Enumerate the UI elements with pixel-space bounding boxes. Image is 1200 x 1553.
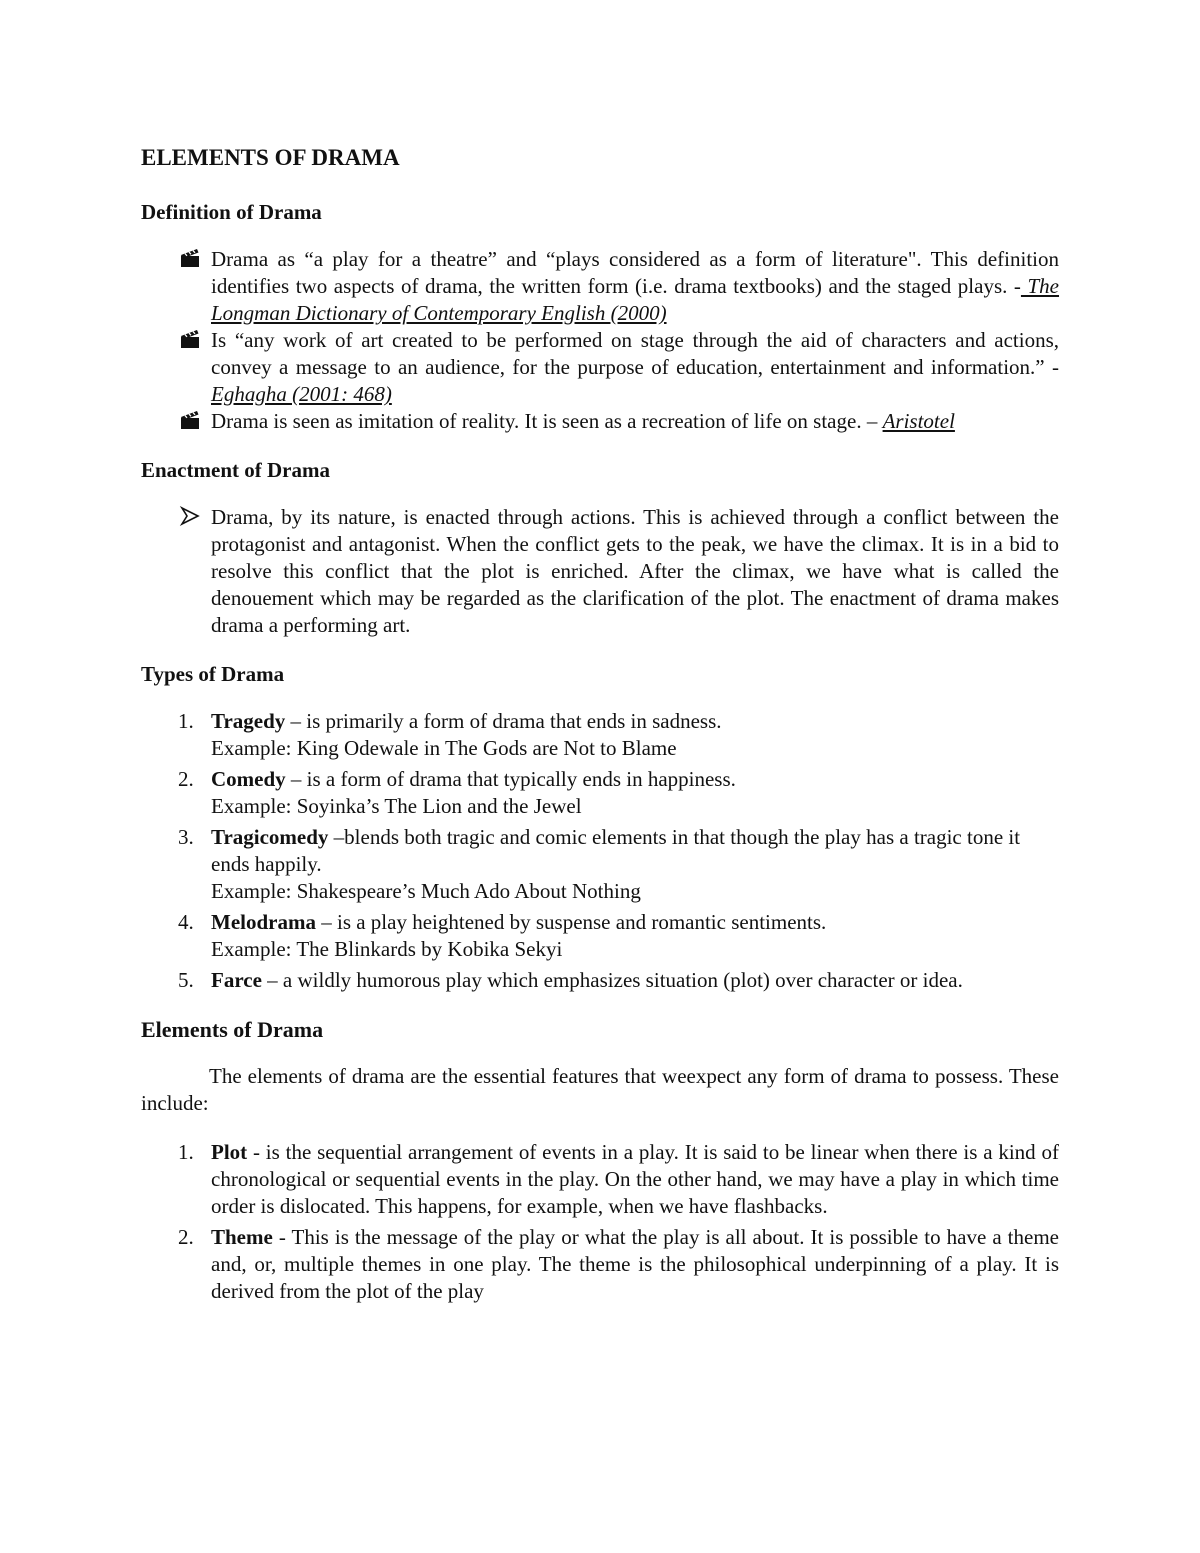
element-description: This is the message of the play or what the play is all about. It is possible to have a theme and, or, multiple themes in one play. The theme is the philosophical underpinning of a play. It is derived from the plot of the play	[211, 1225, 1059, 1303]
list-item	[141, 408, 1059, 435]
list-item	[141, 1224, 1059, 1305]
definition-text: Is “any work of art created to be performed on stage through the aid of characters and actions, convey a message to an audience, for the purpose of education, entertainment and information.” -	[211, 328, 1059, 379]
definition-citation: The Longman Dictionary of Contemporary English (2000)	[211, 274, 1060, 325]
type-description: is primarily a form of drama that ends in sadness.	[306, 709, 722, 733]
list-item	[141, 909, 1059, 963]
term-separator: –	[261, 968, 283, 992]
list-item	[141, 1139, 1059, 1220]
term-separator: -	[272, 1225, 292, 1249]
type-description: a wildly humorous play which emphasizes situation (plot) over character or idea.	[282, 968, 963, 992]
enactment-heading: Enactment of Drama	[141, 458, 330, 482]
item-number: 2.	[178, 1225, 194, 1249]
definition-citation: Eghagha (2001: 468)	[211, 382, 392, 406]
list-item	[141, 766, 1059, 820]
element-term: Plot	[211, 1140, 248, 1164]
type-description: is a form of drama that typically ends in happiness.	[306, 767, 736, 791]
page-title: ELEMENTS OF DRAMA	[141, 145, 400, 170]
element-term: Theme	[211, 1225, 273, 1249]
item-number: 3.	[178, 825, 194, 849]
definition-citation: Aristotel	[882, 409, 955, 433]
list-item	[141, 504, 1059, 639]
arrowhead-icon	[179, 505, 201, 527]
type-description: blends both tragic and comic elements in that though the play has a tragic tone it ends happily.	[211, 825, 1021, 876]
elements-intro: The elements of drama are the essential features that weexpect any form of drama to possess. These include:	[141, 1064, 1059, 1115]
term-separator: -	[247, 1140, 266, 1164]
item-number: 4.	[178, 910, 194, 934]
clapperboard-icon	[179, 247, 201, 269]
elements-heading: Elements of Drama	[141, 1017, 324, 1042]
definition-list	[141, 246, 1059, 435]
type-term: Farce	[211, 968, 262, 992]
item-number: 1.	[178, 1140, 194, 1164]
type-term: Tragicomedy	[211, 825, 329, 849]
list-item	[141, 708, 1059, 762]
document-content	[141, 143, 1059, 1327]
list-item	[141, 327, 1059, 408]
list-item	[141, 246, 1059, 327]
list-item	[141, 967, 1059, 994]
item-number: 5.	[178, 968, 194, 992]
term-separator: –	[328, 825, 345, 849]
type-term: Tragedy	[211, 709, 286, 733]
item-number: 2.	[178, 767, 194, 791]
type-term: Comedy	[211, 767, 286, 791]
elements-list	[141, 1139, 1059, 1305]
definition-text: Drama is seen as imitation of reality. It is seen as a recreation of life on stage. –	[211, 409, 883, 433]
element-description: is the sequential arrangement of events in a play. It is said to be linear when there is a kind of chronological or sequential events in the play. On the other hand, we may have a play in which time order is dislocated. This happens, for example, when we have flashbacks.	[211, 1140, 1059, 1218]
definition-heading: Definition of Drama	[141, 200, 322, 224]
definition-text: Drama as “a play for a theatre” and “plays considered as a form of literature". This definition identifies two aspects of drama, the written form (i.e. drama textbooks) and the staged plays. -	[211, 247, 1059, 298]
item-number: 1.	[178, 709, 194, 733]
term-separator: –	[315, 910, 337, 934]
type-example: Example: Soyinka’s The Lion and the Jewel	[211, 794, 582, 818]
type-description: is a play heightened by suspense and romantic sentiments.	[336, 910, 827, 934]
type-example: Example: The Blinkards by Kobika Sekyi	[211, 937, 563, 961]
type-term: Melodrama	[211, 910, 316, 934]
term-separator: –	[285, 709, 307, 733]
term-separator: –	[285, 767, 307, 791]
enactment-text: Drama, by its nature, is enacted through actions. This is achieved through a conflict between the protagonist and antagonist. When the conflict gets to the peak, we have the climax. It is in a bid to resolve this conflict that the plot is enriched. After the climax, we have what is called the denouement which may be regarded as the clarification of the plot. The enactment of drama makes drama a performing art.	[211, 505, 1059, 637]
types-heading: Types of Drama	[141, 662, 285, 686]
type-example: Example: King Odewale in The Gods are Not to Blame	[211, 736, 677, 760]
type-example: Example: Shakespeare’s Much Ado About Nothing	[211, 879, 641, 903]
clapperboard-icon	[179, 328, 201, 350]
enactment-list	[141, 504, 1059, 639]
clapperboard-icon	[179, 409, 201, 431]
list-item	[141, 824, 1059, 905]
types-list	[141, 708, 1059, 994]
